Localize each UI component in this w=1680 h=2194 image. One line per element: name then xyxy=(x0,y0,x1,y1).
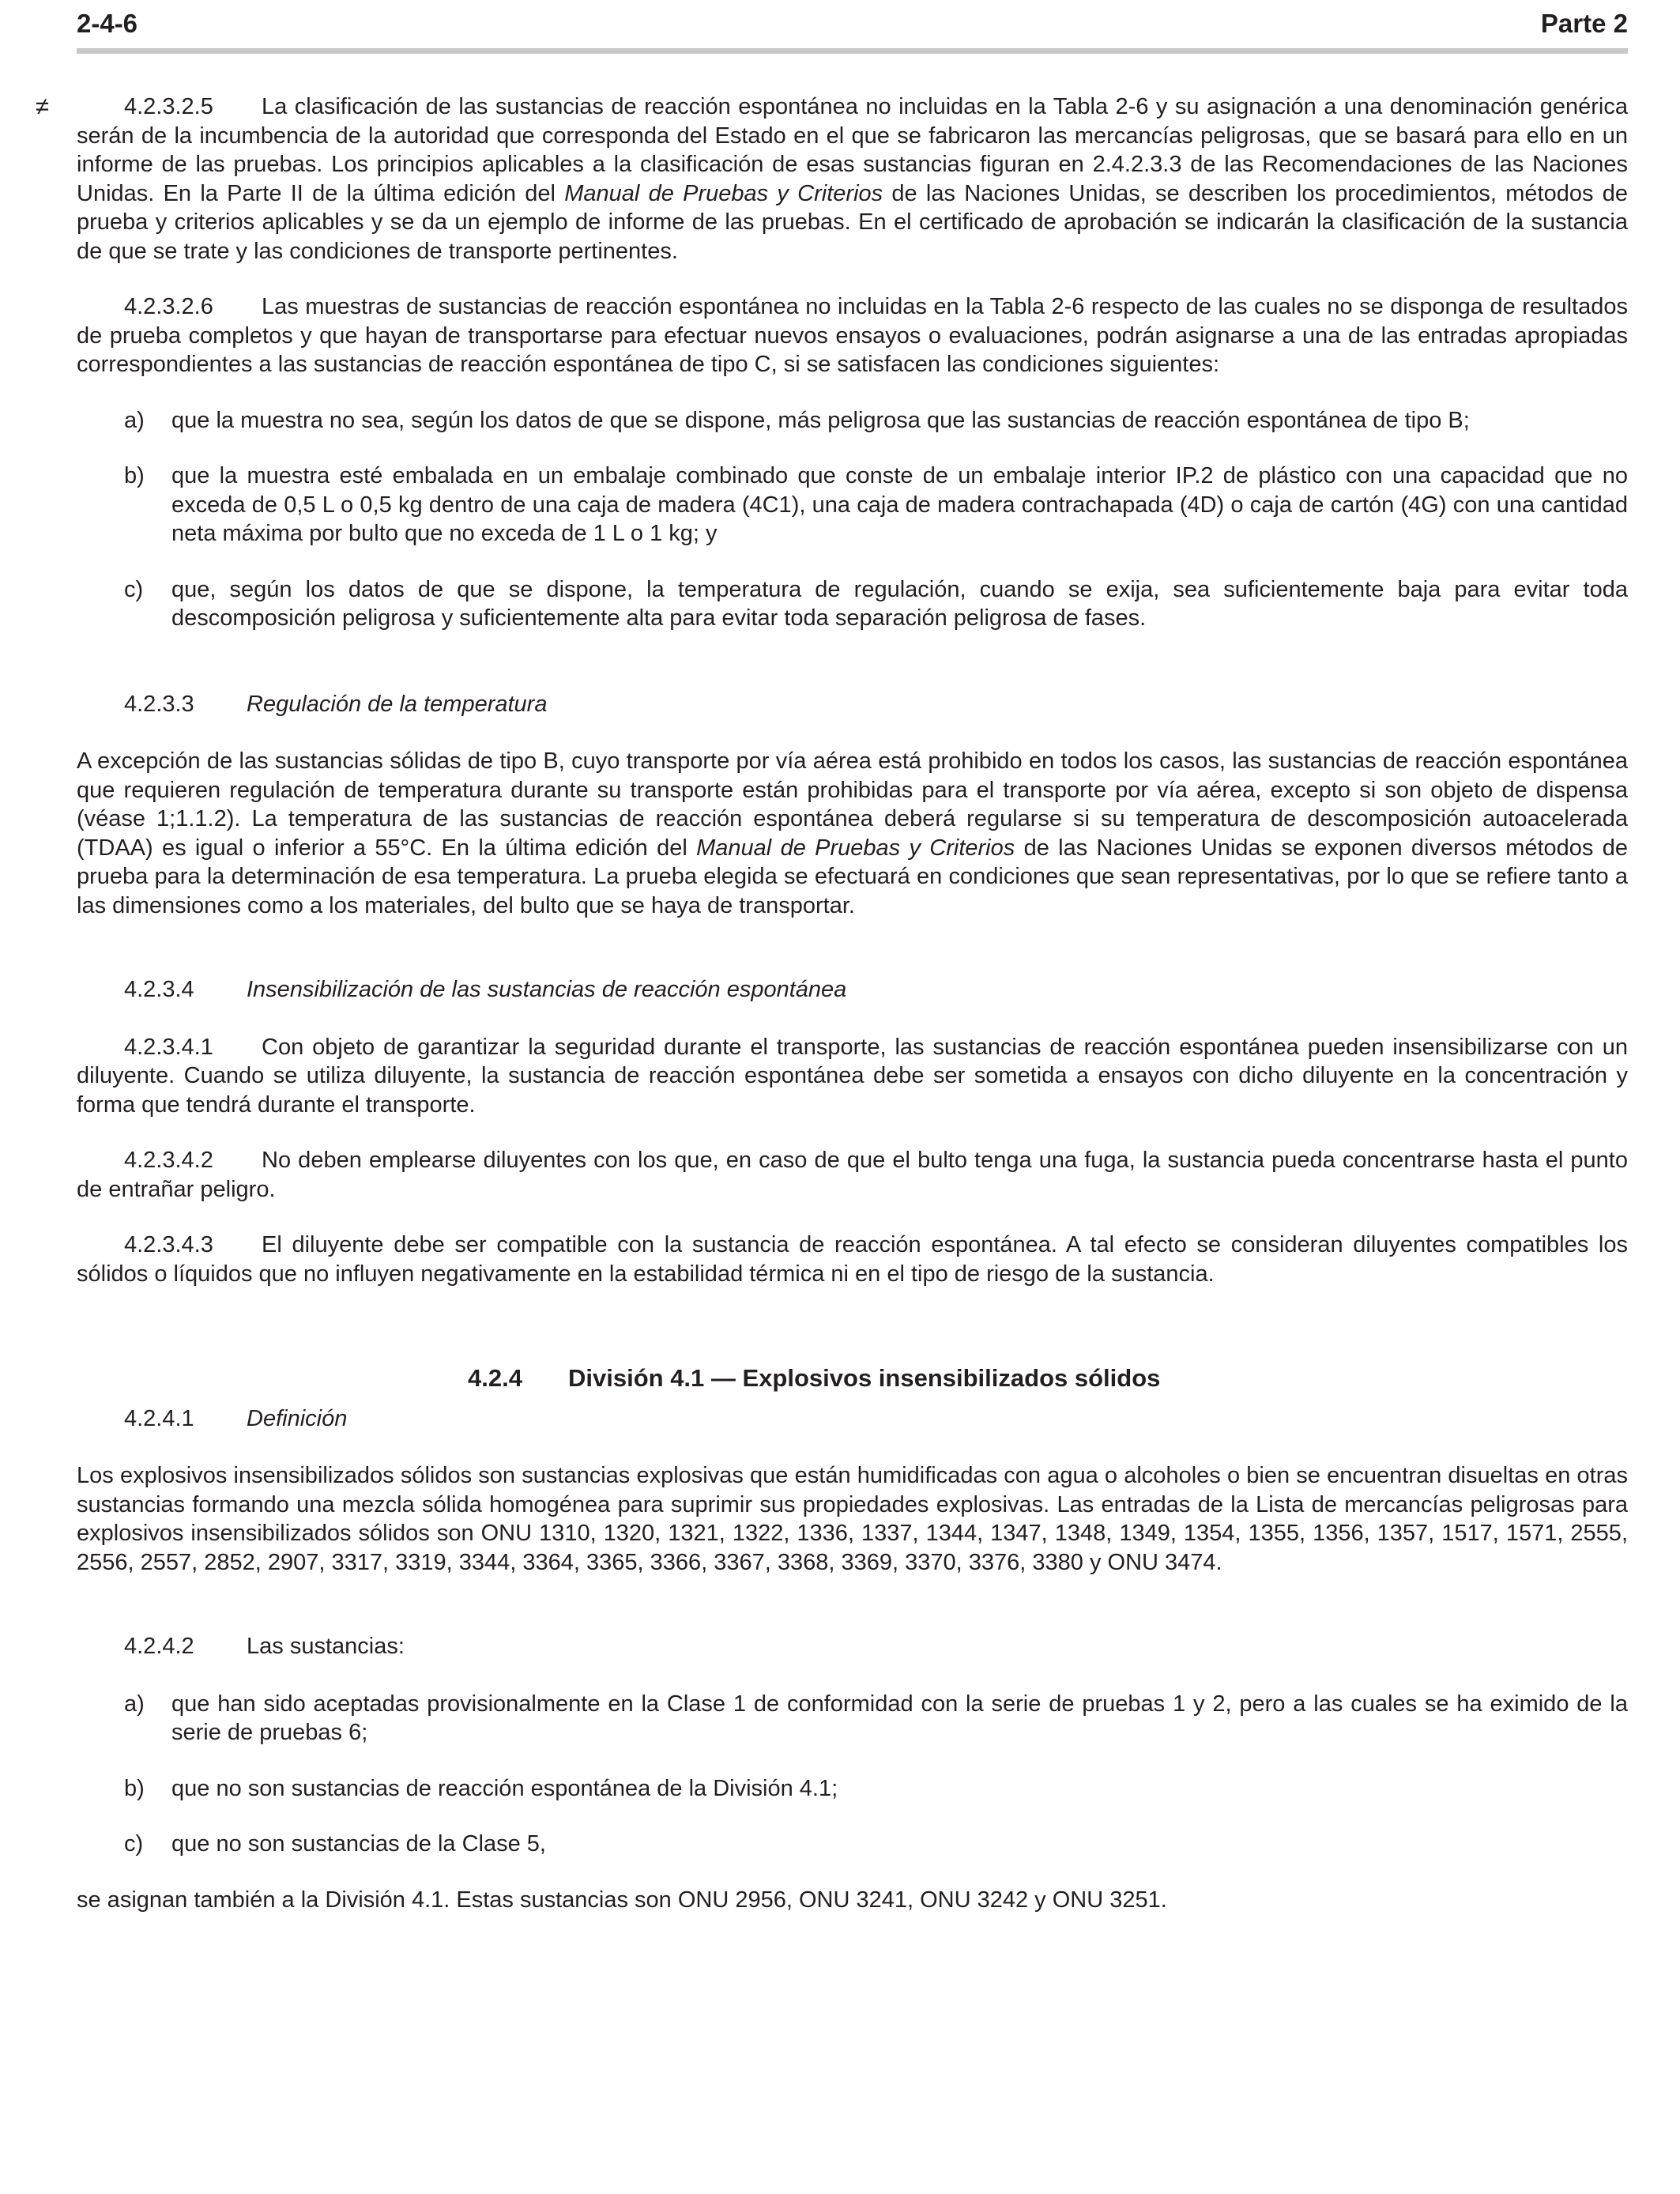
heading-4-2-3-4 xyxy=(77,975,1628,1005)
list-label: a) xyxy=(124,1691,145,1717)
list-item xyxy=(77,1830,1628,1859)
paragraph-4-2-4-1 xyxy=(77,1461,1628,1577)
paragraph-text: No deben emplearse diluyentes con los que, en caso de que el bulto tenga una fuga, la sustancia pueda concentrarse hasta el punto de entrañar peligro. xyxy=(77,1148,1628,1202)
list-label: a) xyxy=(124,407,145,433)
list-text: que la muestra no sea, según los datos de que se dispone, más peligrosa que las sustancias de reacción espontánea de tipo B; xyxy=(171,407,1470,433)
heading-number: 4.2.3.4 xyxy=(124,977,194,1002)
paragraph-number: 4.2.3.4.2 xyxy=(124,1148,213,1173)
page-number: 2-4-6 xyxy=(77,9,138,38)
paragraph-text: Los explosivos insensibilizados sólidos son sustancias explosivas que están humidificadas con agua o alcoholes o bien se encuentran disueltas en otras sustancias formando una mezcla sólida homogénea para suprimir sus propiedades explosivas. Las entradas de la Lista de mercancías peligrosas para explosivos insensibilizados sólidos son ONU 1310, 1320, 1321, 1322, 1336, 1337, 1344, 1347, 1348, 1349, 1354, 1355, 1356, 1357, 1517, 1571, 2555, 2556, 2557, 2852, 2907, 3317, 3319, 3344, 3364, 3365, 3366, 3367, 3368, 3369, 3370, 3376, 3380 y ONU 3474. xyxy=(77,1463,1628,1575)
paragraph-number: 4.2.3.2.5 xyxy=(124,94,213,119)
paragraph-4-2-3-3 xyxy=(77,747,1628,920)
heading-number: 4.2.4.1 xyxy=(124,1405,194,1431)
substances-list xyxy=(77,1690,1628,1859)
list-text: que no son sustancias de reacción espontánea de la División 4.1; xyxy=(171,1775,838,1801)
paragraph-4-2-3-4-3 xyxy=(77,1231,1628,1288)
heading-title: Definición xyxy=(247,1405,348,1431)
paragraph-text: A excepción de las sustancias sólidas de tipo B, cuyo transporte por vía aérea está prohibido en todos los casos, las sustancias de reacción espontánea que requieren regulación de temperatura durante su transporte están prohibidas para el transporte por vía aérea, excepto si son objeto de dispensa (véase 1;1.1.2). La temperatura de las sustancias de reacción espontánea deberá regularse si su temperatura de descomposición autoacelerada (TDAA) es igual o inferior a 55°C. En la última edición del xyxy=(77,748,1628,861)
heading-number: 4.2.3.3 xyxy=(124,691,194,717)
heading-4-2-4-2 xyxy=(77,1632,1628,1661)
list-item xyxy=(77,406,1628,435)
list-text: que, según los datos de que se dispone, la temperatura de regulación, cuando se exija, sea suficientemente baja para evitar toda descomposición peligrosa y suficientemente alta para evitar toda separación peligrosa de fases. xyxy=(171,576,1628,631)
italic-title: Manual de Pruebas y Criterios xyxy=(696,835,1015,861)
heading-4-2-4-1 xyxy=(77,1404,1628,1434)
heading-title: Insensibilización de las sustancias de reacción espontánea xyxy=(247,977,847,1002)
paragraph-text: Con objeto de garantizar la seguridad durante el transporte, las sustancias de reacción espontánea pueden insensibilizarse con un diluyente. Cuando se utiliza diluyente, la sustancia de reacción espontánea debe ser sometida a ensayos con dicho diluyente en la concentración y forma que tendrá durante el transporte. xyxy=(77,1034,1628,1118)
paragraph-text: de las Naciones Unidas se exponen diversos métodos de prueba para la determinación de esa temperatura. La prueba elegida se efectuará en condiciones que sean representativas, por lo que se refiere tanto a las dimensiones como a los materiales, del bulto que se haya de transportar. xyxy=(77,835,1628,918)
list-item xyxy=(77,575,1628,633)
document-body xyxy=(36,92,1628,1941)
paragraph-text: Las muestras de sustancias de reacción espontánea no incluidas en la Tabla 2-6 respecto de las cuales no se disponga de resultados de prueba completos y que hayan de transportarse para efectuar nuevos ensayos o evaluaciones, podrán asignarse a una de las entradas apropiadas correspondientes a las sustancias de reacción espontánea de tipo C, si se satisfacen las condiciones siguientes: xyxy=(77,294,1628,377)
paragraph-text: La clasificación de las sustancias de reacción espontánea no incluidas en la Tabla 2-6 y su asignación a una denominación genérica serán de la incumbencia de la autoridad que corresponda del Estado en el que se fabricaron las mercancías peligrosas, que se basará para ello en un informe de las pruebas. Los principios aplicables a la clasificación de esas sustancias figuran en 2.4.2.3.3 de las Recomendaciones de las Naciones Unidas. En la Parte II de la última edición del xyxy=(77,94,1628,206)
list-item xyxy=(77,462,1628,548)
list-text: que no son sustancias de la Clase 5, xyxy=(171,1831,546,1857)
closing-paragraph xyxy=(77,1886,1628,1915)
list-label: c) xyxy=(124,1831,144,1857)
heading-text: Las sustancias: xyxy=(247,1634,405,1659)
heading-title: Regulación de la temperatura xyxy=(247,691,548,717)
list-item xyxy=(77,1690,1628,1747)
paragraph-number: 4.2.3.4.1 xyxy=(124,1034,213,1060)
section-title: División 4.1 — Explosivos insensibilizados sólidos xyxy=(568,1364,1161,1392)
paragraph-text: de las Naciones Unidas, se describen los procedimientos, métodos de prueba y criterios aplicables y se da un ejemplo de informe de las pruebas. En el certificado de aprobación se indicarán la clasificación de la sustancia de que se trate y las condiciones de transporte pertinentes. xyxy=(77,180,1628,264)
part-label: Parte 2 xyxy=(1540,9,1628,38)
conditions-list xyxy=(77,406,1628,633)
list-text: que la muestra esté embalada en un embalaje combinado que conste de un embalaje interior IP.2 de plástico con una capacidad que no exceda de 0,5 L o 0,5 kg dentro de una caja de madera (4C1), una caja de madera contrachapada (4D) o caja de cartón (4G) con una cantidad neta máxima por bulto que no exceda de 1 L o 1 kg; y xyxy=(171,463,1628,546)
list-text: que han sido aceptadas provisionalmente en la Clase 1 de conformidad con la serie de pruebas 1 y 2, pero a las cuales se ha eximido de la serie de pruebas 6; xyxy=(171,1691,1628,1745)
paragraph-number: 4.2.3.2.6 xyxy=(124,294,213,319)
list-item xyxy=(77,1774,1628,1804)
italic-title: Manual de Pruebas y Criterios xyxy=(564,180,883,206)
page-header xyxy=(77,4,1628,54)
section-heading-4-2-4 xyxy=(77,1364,1628,1393)
section-number: 4.2.4 xyxy=(468,1364,522,1392)
paragraph-number: 4.2.3.4.3 xyxy=(124,1232,213,1257)
paragraph-text: se asignan también a la División 4.1. Estas sustancias son ONU 2956, ONU 3241, ONU 3242 y ONU 3251. xyxy=(77,1887,1167,1913)
paragraph-4-2-3-4-2 xyxy=(77,1146,1628,1204)
list-label: c) xyxy=(124,576,144,602)
heading-4-2-3-3 xyxy=(77,690,1628,719)
list-label: b) xyxy=(124,1775,145,1801)
heading-number: 4.2.4.2 xyxy=(124,1634,194,1659)
list-label: b) xyxy=(124,463,145,488)
paragraph-4-2-3-2-5 xyxy=(36,92,1628,266)
paragraph-4-2-3-2-6 xyxy=(77,292,1628,379)
change-mark: ≠ xyxy=(36,92,50,120)
paragraph-text: El diluyente debe ser compatible con la sustancia de reacción espontánea. A tal efecto se consideran diluyentes compatibles los sólidos o líquidos que no influyen negativamente en la estabilidad térmica ni en el tipo de riesgo de la sustancia. xyxy=(77,1232,1628,1287)
paragraph-4-2-3-4-1 xyxy=(77,1033,1628,1120)
